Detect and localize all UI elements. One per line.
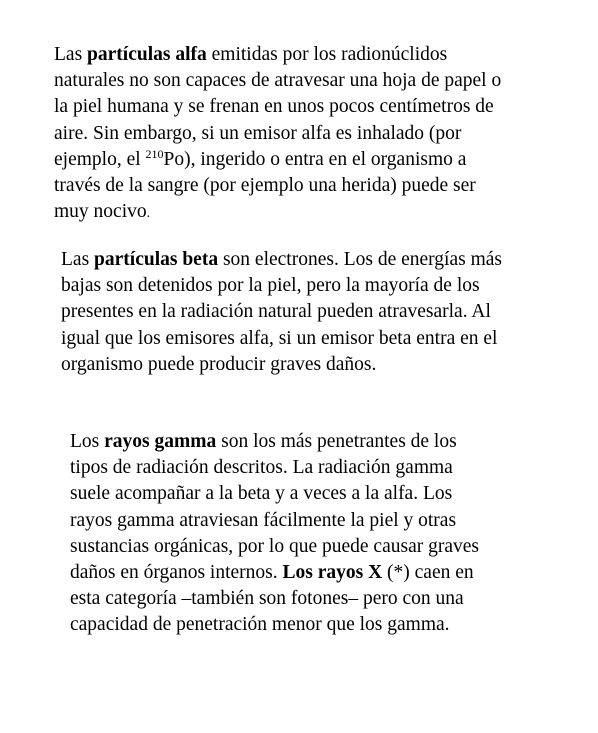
text-run: emitidas por los radionúclidos	[206, 44, 448, 65]
superscript: 210	[145, 146, 164, 161]
paragraph-alpha-particles	[54, 42, 501, 227]
text-run: son los más penetrantes de los	[216, 431, 457, 452]
text-line	[61, 326, 502, 352]
bold-term: partículas beta	[94, 249, 219, 270]
bold-term: rayos gamma	[104, 431, 217, 452]
text-run: Las	[54, 44, 88, 65]
text-line	[54, 173, 501, 199]
text-run: la piel humana y se frenan en unos pocos centímetros de	[54, 96, 494, 118]
text-run: presentes en la radiación natural pueden atravesarla. Al	[61, 301, 491, 323]
text-run: naturales no son capaces de atravesar una hoja de papel o	[54, 70, 502, 92]
text-line	[70, 534, 479, 560]
text-run: organismo puede producir graves daños.	[61, 353, 377, 375]
text-line	[54, 199, 501, 227]
text-line	[61, 273, 502, 299]
text-line	[70, 560, 479, 586]
bold-term: Los rayos X	[282, 562, 383, 584]
text-run: (*) caen en	[382, 562, 474, 584]
text-run: daños en órganos internos.	[70, 562, 283, 584]
text-line	[70, 586, 479, 612]
text-line	[54, 121, 501, 147]
text-run: esta categoría –también son fotones– pero con una	[70, 588, 464, 610]
text-line	[61, 352, 502, 378]
text-run: través de la sangre (por ejemplo una herida) puede ser	[54, 175, 476, 197]
text-line	[70, 455, 479, 481]
text-run: bajas son detenidos por la piel, pero la mayoría de los	[61, 275, 480, 297]
text-line	[70, 429, 479, 455]
small-text: .	[146, 206, 151, 222]
text-run: aire. Sin embargo, si un emisor alfa es inhalado (por	[54, 122, 462, 144]
text-line	[70, 612, 479, 638]
text-run: tipos de radiación descritos. La radiación gamma	[70, 457, 453, 479]
text-run: Po), ingerido o entra en el organismo a	[163, 148, 467, 170]
text-line	[54, 147, 501, 173]
paragraph-beta-particles	[61, 247, 502, 378]
text-run: suele acompañar a la beta y a veces a la alfa. Los	[70, 483, 453, 505]
paragraph-gamma-rays	[70, 429, 479, 639]
text-run: Las	[61, 249, 95, 270]
text-line	[61, 299, 502, 325]
text-line	[70, 481, 479, 507]
text-line	[61, 247, 502, 273]
text-run: capacidad de penetración menor que los gamma.	[70, 614, 450, 636]
text-line	[54, 94, 501, 120]
text-run: Los	[70, 431, 105, 452]
text-run: ejemplo, el	[54, 148, 146, 170]
text-run: muy nocivo	[54, 201, 147, 223]
text-line	[54, 42, 501, 68]
text-line	[70, 508, 479, 534]
text-run: igual que los emisores alfa, si un emisor beta entra en el	[61, 327, 498, 349]
text-run: son electrones. Los de energías más	[218, 249, 503, 270]
bold-term: partículas alfa	[87, 44, 207, 65]
text-run: sustancias orgánicas, por lo que puede causar graves	[70, 535, 479, 557]
text-line	[54, 68, 501, 94]
text-run: rayos gamma atraviesan fácilmente la piel y otras	[70, 509, 457, 531]
